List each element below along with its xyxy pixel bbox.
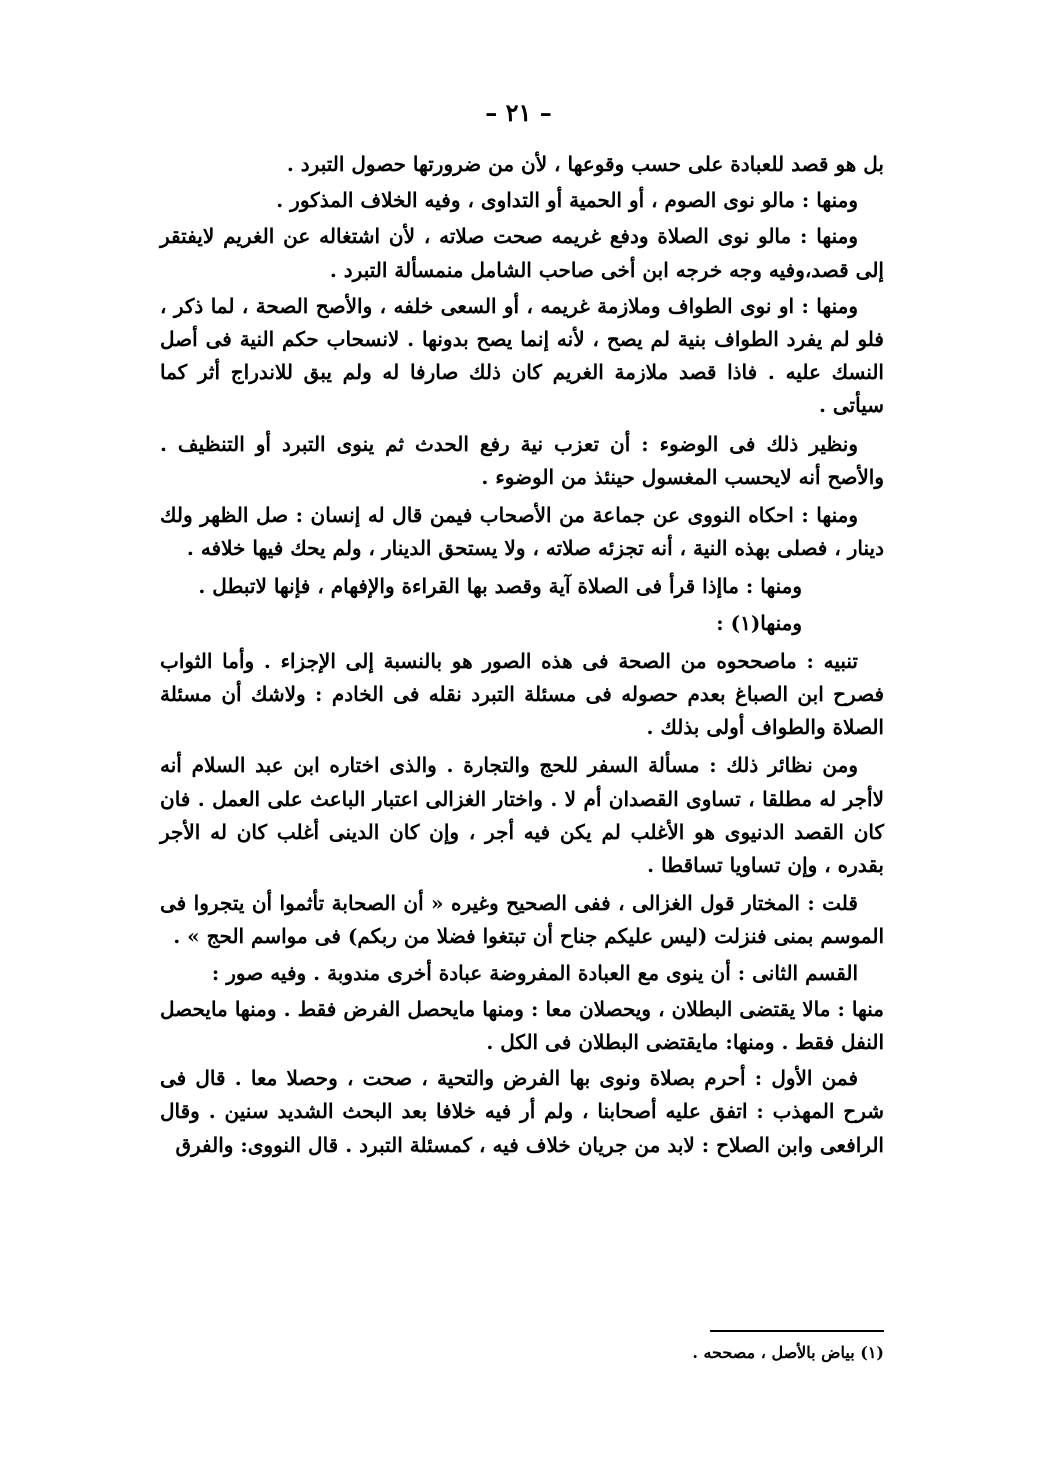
paragraph: ومنها : مالو نوى الصوم ، أو الحمية أو التداوى ، وفيه الخلاف المذكور .: [276, 188, 858, 213]
paragraph: ومن نظائر ذلك : مسألة السفر للحج والتجارة . والذى اختاره ابن عبد السلام أنه لاأجر له مطلقا ، تساوى القصدان أم لا . واختار الغزالى اعتبار الباعث على العمل . فان كان القصد الدنيوى هو الأغلب لم يكن فيه أجر ، وإن كان الدينى أغلب كان له الأجر بقدره ، وإن تساويا تساقطا .: [160, 753, 884, 878]
paragraph: ومنها : ماإذا قرأ فى الصلاة آية وقصد بها القراءة والإفهام ، فإنها لاتبطل .: [198, 574, 802, 599]
paragraph: ومنها : او نوى الطواف وملازمة غريمه ، أو السعى خلفه ، والأصح الصحة ، لما ذكر ، فلو لم يفرد الطواف بنية لم يصح ، لأنه إنما يصح بدونها . لانسحاب حكم النية فى أصل النسك عليه . فاذا قصد ملازمة الغريم كان ذلك صارفا له ولم يبق للاندراج أثر كما سيأتى .: [160, 293, 884, 418]
page-number: – ٢١ –: [485, 98, 552, 127]
paragraph: منها : مالا يقتضى البطلان ، ويحصلان معا : ومنها مايحصل الفرض فقط . ومنها مايحصل النفل فقط . ومنها: مايقتضى البطلان فى الكل .: [160, 996, 884, 1055]
paragraph: ومنها(١) :: [716, 610, 802, 635]
paragraph: ومنها : احكاه النووى عن جماعة من الأصحاب فيمن قال له إنسان : صل الظهر ولك دينار ، فصلى بهذه النية ، أنه تجزئه صلاته ، ولا يستحق الدينار ، ولم يحك فيها خلافه .: [160, 503, 884, 561]
main-text: [160, 148, 884, 1165]
paragraph: ونظير ذلك فى الوضوء : أن تعزب نية رفع الحدث ثم ينوى التبرد أو التنظيف . والأصح أنه لايحسب المغسول حينئذ من الوضوء .: [160, 431, 884, 489]
paragraph: بل هو قصد للعبادة على حسب وقوعها ، لأن من ضرورتها حصول التبرد .: [286, 152, 884, 176]
footnote-divider: [710, 1330, 884, 1332]
paragraph: ومنها : مالو نوى الصلاة ودفع غريمه صحت صلاته ، لأن اشتغاله عن الغريم لايفتقر إلى قصد،وفيه وجه خرجه ابن أخى صاحب الشامل منمسألة التبرد .: [160, 224, 884, 282]
paragraph: تنبيه : ماصححوه من الصحة فى هذه الصور هو بالنسبة إلى الإجزاء . وأما الثواب فصرح ابن الصباغ بعدم حصوله فى مسئلة التبرد نقله فى الخادم : ولاشك أن مسئلة الصلاة والطواف أولى بذلك .: [160, 648, 884, 740]
paragraph: قلت : المختار قول الغزالى ، ففى الصحيح وغيره « أن الصحابة تأثموا أن يتجروا فى الموسم بمنى فنزلت (ليس عليكم جناح أن تبتغوا فضلا من ربكم) فى مواسم الحج » .: [160, 891, 884, 949]
paragraph: فمن الأول : أحرم بصلاة ونوى بها الفرض والتحية ، صحت ، وحصلا معا . قال فى شرح المهذب : اتفق عليه أصحابنا ، ولم أر فيه خلافا بعد البحث الشديد سنين . وقال الرافعى وابن الصلاح : لابد من جريان خلاف فيه ، كمسئلة التبرد . قال النووى: والفرق: [160, 1066, 884, 1157]
footnote: (١) بياض بالأصل ، مصححه .: [692, 1343, 884, 1362]
paragraph: القسم الثانى : أن ينوى مع العبادة المفروضة عبادة أخرى مندوبة . وفيه صور :: [211, 960, 858, 985]
